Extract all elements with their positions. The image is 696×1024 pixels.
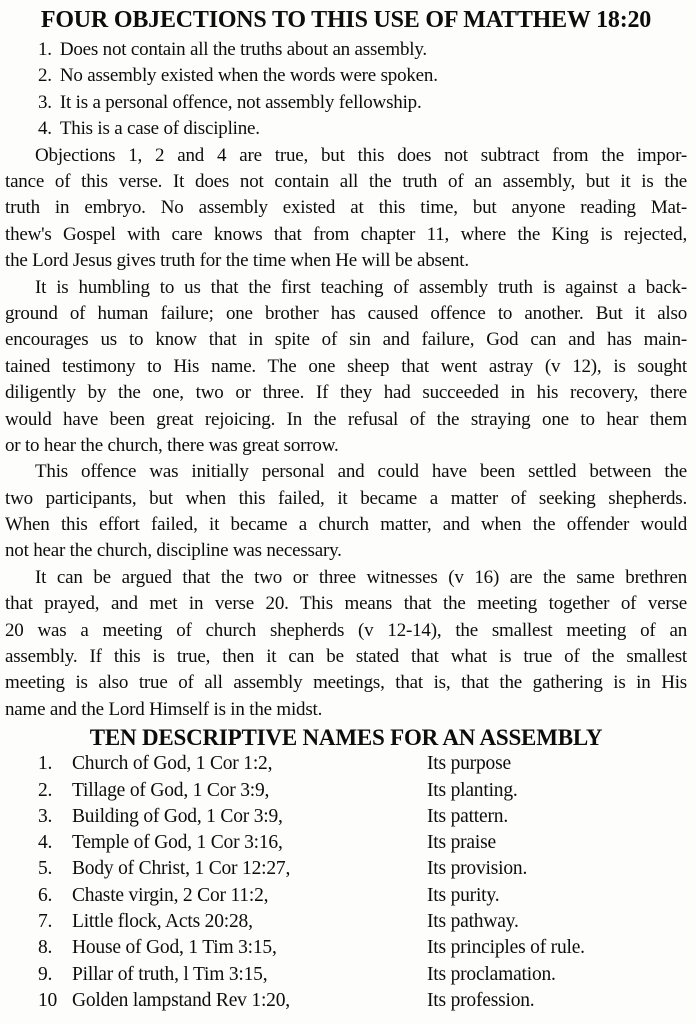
name-row <box>38 909 687 935</box>
names-heading: TEN DESCRIPTIVE NAMES FOR AN ASSEMBLY <box>89 725 603 751</box>
name-row <box>38 830 687 856</box>
name-aspect: Its proclamation. <box>427 963 556 985</box>
objections-heading: FOUR OBJECTIONS TO THIS USE OF MATTHEW 18:20 <box>40 7 652 33</box>
objection-text: It is a personal offence, not assembly fellowship. <box>59 91 422 113</box>
paragraph <box>5 459 687 565</box>
name-text: Body of Christ, 1 Cor 12:27, <box>72 858 291 880</box>
objection-text: No assembly existed when the words were spoken. <box>59 65 438 87</box>
name-aspect: Its praise <box>427 832 496 854</box>
name-aspect: Its planting. <box>427 779 518 801</box>
name-text: Golden lampstand Rev 1:20, <box>72 989 290 1011</box>
text-line: not hear the church, discipline was necessary. <box>5 540 342 562</box>
name-number: 2. <box>38 779 53 801</box>
text-line: thew's Gospel with care knows that from chapter 11, where the King is rejected, <box>5 223 687 245</box>
text-line: When this effort failed, it became a church matter, and when the offender would <box>5 514 687 536</box>
name-number: 6. <box>38 884 53 906</box>
text-line: It is humbling to us that the first teaching of assembly truth is against a back- <box>35 276 687 298</box>
text-line: that prayed, and met in verse 20. This means that the meeting together of verse <box>5 593 687 615</box>
text-line: It can be argued that the two or three witnesses (v 16) are the same brethren <box>35 566 687 588</box>
body-paragraphs <box>5 143 687 724</box>
text-line: the Lord Jesus gives truth for the time when He will be absent. <box>5 250 469 272</box>
name-text: Pillar of truth, l Tim 3:15, <box>72 963 268 985</box>
text-line: would have been great rejoicing. In the refusal of the straying one to hear them <box>5 408 687 430</box>
name-number: 7. <box>38 911 53 932</box>
name-row <box>38 778 687 804</box>
name-aspect: Its pattern. <box>427 805 508 827</box>
text-line: meeting is also true of all assembly meetings, that is, that the gathering is in His <box>5 672 687 694</box>
name-aspect: Its pathway. <box>427 911 519 932</box>
objection-list <box>5 37 687 143</box>
text-line: Objections 1, 2 and 4 are true, but this does not subtract from the impor- <box>35 144 687 166</box>
objection-number: 3. <box>38 91 52 113</box>
objection-item <box>38 90 687 116</box>
objection-item <box>38 63 687 89</box>
name-aspect: Its profession. <box>427 989 535 1011</box>
paragraph <box>5 143 687 275</box>
name-text: Building of God, 1 Cor 3:9, <box>72 805 283 827</box>
text-line: 20 was a meeting of church shepherds (v 12-14), the smallest meeting of an <box>5 619 687 641</box>
names-list <box>5 751 687 1014</box>
name-row <box>38 751 687 777</box>
paragraph <box>5 565 687 723</box>
name-row <box>38 935 687 961</box>
text-line: This offence was initially personal and could have been settled between the <box>35 461 687 483</box>
name-number: 5. <box>38 858 53 880</box>
objection-item <box>38 116 687 142</box>
text-line: diligently by the one, two or three. If they had succeeded in his recovery, there <box>5 382 687 404</box>
text-line: tained testimony to His name. The one sheep that went astray (v 12), is sought <box>5 355 687 377</box>
name-text: Chaste virgin, 2 Cor 11:2, <box>72 884 269 906</box>
name-number: 3. <box>38 805 53 827</box>
name-number: 10 <box>38 989 58 1011</box>
name-text: Little flock, Acts 20:28, <box>72 911 253 932</box>
objection-number: 4. <box>38 118 52 140</box>
name-number: 1. <box>38 753 53 775</box>
objection-text: Does not contain all the truths about an assembly. <box>59 39 427 60</box>
name-number: 9. <box>38 963 53 985</box>
text-line: name and the Lord Himself is in the midst. <box>5 698 323 720</box>
name-number: 8. <box>38 937 53 959</box>
name-row <box>38 856 687 882</box>
text-line: assembly. If this is true, then it can be stated that what is true of the smallest <box>5 646 687 668</box>
objection-text: This is a case of discipline. <box>59 118 260 140</box>
objection-item <box>38 37 687 63</box>
text-line: truth in embryo. No assembly existed at this time, but anyone reading Mat- <box>5 197 687 219</box>
name-text: Church of God, 1 Cor 1:2, <box>72 753 273 775</box>
text-line: tance of this verse. It does not contain all the truth of an assembly, but it is the <box>5 171 687 193</box>
text-line: two participants, but when this failed, it became a matter of seeking shepherds. <box>5 487 687 509</box>
name-text: Temple of God, 1 Cor 3:16, <box>72 832 283 854</box>
text-line: encourages us to know that in spite of sin and failure, God can and has main- <box>5 329 687 351</box>
paragraph <box>5 275 687 460</box>
name-aspect: Its purpose <box>427 753 511 775</box>
name-text: Tillage of God, 1 Cor 3:9, <box>72 779 270 801</box>
text-line: ground of human failure; one brother has caused offence to another. But it also <box>5 302 687 324</box>
name-aspect: Its provision. <box>427 858 528 880</box>
name-aspect: Its principles of rule. <box>427 937 585 959</box>
name-row <box>38 962 687 988</box>
name-text: House of God, 1 Tim 3:15, <box>72 937 277 959</box>
name-row <box>38 988 687 1014</box>
name-row <box>38 804 687 830</box>
name-aspect: Its purity. <box>427 884 500 906</box>
objection-number: 2. <box>38 65 52 87</box>
name-number: 4. <box>38 832 53 854</box>
objection-number: 1. <box>38 39 52 60</box>
name-row <box>38 883 687 909</box>
text-line: or to hear the church, there was great sorrow. <box>5 434 339 456</box>
